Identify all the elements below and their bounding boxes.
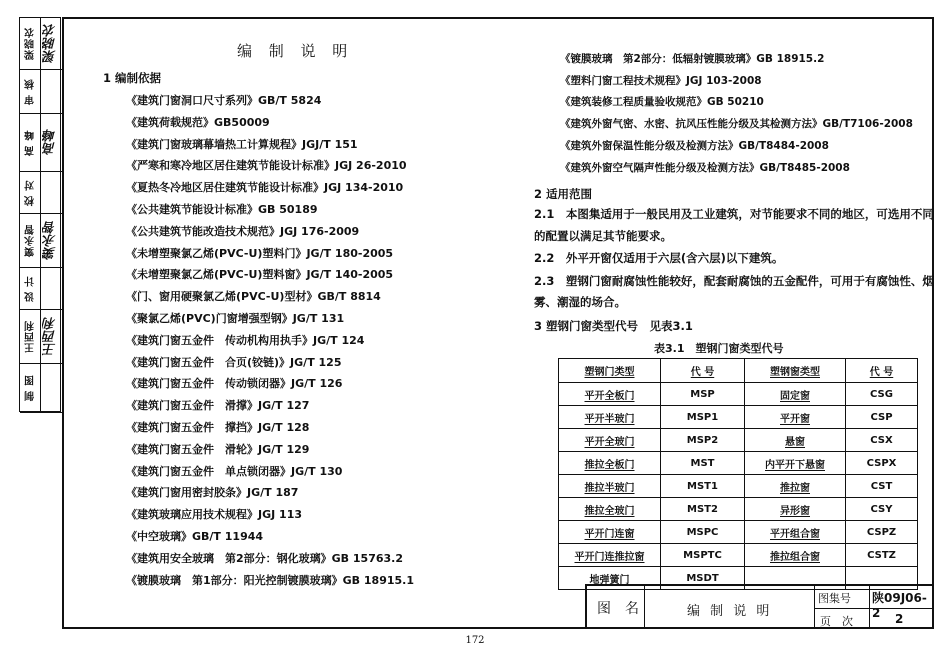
window-code-cell: CSX bbox=[846, 429, 918, 452]
door-type-cell: 地弹簧门 bbox=[559, 567, 661, 590]
signature-role-label: 审 核 bbox=[25, 78, 37, 105]
table-row bbox=[559, 521, 918, 544]
standard-item: 《建筑外窗空气隔声性能分级及检测方法》GB/T8485-2008 bbox=[560, 161, 850, 174]
signature-handwriting: 梁晓农 bbox=[43, 24, 59, 63]
door-code-cell: MSPTC bbox=[661, 544, 745, 567]
standard-item: 《建筑装修工程质量验收规范》GB 50210 bbox=[560, 96, 764, 109]
standard-item: 《建筑门窗五金件 撑挡》JG/T 128 bbox=[126, 421, 310, 434]
standard-item: 《塑料门窗工程技术规程》JGJ 103-2008 bbox=[560, 74, 762, 87]
section2-p3a: 2.3 塑钢门窗耐腐蚀性能较好，配套耐腐蚀的五金配件，可用于有腐蚀性、烟 bbox=[534, 274, 934, 288]
door-type-cell: 推拉全板门 bbox=[559, 452, 661, 475]
door-type-cell: 推拉半玻门 bbox=[559, 475, 661, 498]
section1-heading: 1 编制依据 bbox=[103, 71, 162, 85]
signature-cell bbox=[20, 18, 62, 70]
title-block bbox=[585, 584, 934, 629]
table-row bbox=[559, 475, 918, 498]
signature-cell bbox=[20, 70, 62, 114]
title-block-atlas-label: 图集号 bbox=[818, 592, 851, 605]
window-code-cell: CSPX bbox=[846, 452, 918, 475]
header-door-code: 代 号 bbox=[661, 359, 745, 383]
table-row bbox=[559, 383, 918, 406]
standard-item: 《建筑门窗洞口尺寸系列》GB/T 5824 bbox=[126, 94, 322, 107]
standard-item: 《夏热冬冷地区居住建筑节能设计标准》JGJ 134-2010 bbox=[126, 181, 404, 195]
standard-item: 《公共建筑节能改造技术规范》JGJ 176-2009 bbox=[126, 224, 360, 238]
signature-handwriting: 王西利 bbox=[43, 317, 59, 356]
signature-handwriting bbox=[41, 364, 61, 412]
signature-role-label: 高 峰 bbox=[25, 129, 37, 156]
standard-item: 《建筑门窗五金件 合页(铰链)》JG/T 125 bbox=[126, 355, 342, 369]
window-type-cell: 推拉组合窗 bbox=[745, 544, 846, 567]
standard-item: 《严寒和寒冷地区居住建筑节能设计标准》JGJ 26-2010 bbox=[126, 159, 407, 173]
section2-p2: 2.2 外平开窗仅适用于六层(含六层)以下建筑。 bbox=[534, 251, 784, 265]
standard-item: 《建筑门窗五金件 滑撑》JG/T 127 bbox=[126, 399, 310, 413]
standard-item: 《建筑玻璃应用技术规程》JGJ 113 bbox=[126, 508, 303, 522]
window-code-cell: CSP bbox=[846, 406, 918, 429]
standard-item: 《公共建筑节能设计标准》GB 50189 bbox=[126, 203, 318, 216]
door-code-cell: MST bbox=[661, 452, 745, 475]
section2-heading: 2 适用范围 bbox=[534, 187, 593, 201]
title-block-page-value: 2 bbox=[895, 612, 904, 626]
title-block-name-label: 图 名 bbox=[597, 601, 639, 617]
section2-p1b: 的配置以满足其节能要求。 bbox=[534, 229, 672, 243]
standard-item: 《聚氯乙烯(PVC)门窗增强型钢》JG/T 131 bbox=[126, 312, 345, 325]
standard-item: 《门、窗用硬聚氯乙烯(PVC-U)型材》GB/T 8814 bbox=[126, 290, 381, 304]
door-type-cell: 推拉全玻门 bbox=[559, 498, 661, 521]
standard-item: 《镀膜玻璃 第2部分：低辐射镀膜玻璃》GB 18915.2 bbox=[560, 53, 825, 65]
standard-item: 《建筑外窗保温性能分级及检测方法》GB/T8484-2008 bbox=[560, 139, 829, 152]
table-row bbox=[559, 429, 918, 452]
title-block-name-value: 编 制 说 明 bbox=[687, 604, 773, 619]
window-code-cell: CSG bbox=[846, 383, 918, 406]
standard-item: 《建筑外窗气密、水密、抗风压性能分级及其检测方法》GB/T7106-2008 bbox=[560, 118, 913, 131]
signature-handwriting: 窦永智 bbox=[43, 221, 59, 260]
title-block-atlas-value: 陕09J06-2 bbox=[872, 591, 927, 620]
window-type-cell: 内平开下悬窗 bbox=[745, 452, 846, 475]
standard-item: 《建筑门窗五金件 单点锁闭器》JG/T 130 bbox=[126, 464, 343, 478]
standard-item: 《建筑门窗五金件 传动机构用执手》JG/T 124 bbox=[126, 333, 365, 347]
window-code-cell: CST bbox=[846, 475, 918, 498]
signature-handwriting bbox=[41, 268, 61, 309]
signature-strip bbox=[19, 17, 61, 412]
signature-handwriting: 高峰 bbox=[43, 129, 59, 156]
signature-cell bbox=[20, 214, 62, 268]
door-code-cell: MST1 bbox=[661, 475, 745, 498]
signature-role-label: 校 对 bbox=[25, 179, 37, 206]
door-code-cell: MSP2 bbox=[661, 429, 745, 452]
signature-role-label: 梁晓农 bbox=[25, 27, 37, 60]
section2-p3b: 雾、潮湿的场合。 bbox=[534, 295, 626, 309]
signature-cell bbox=[20, 114, 62, 172]
header-door-type: 塑钢门类型 bbox=[559, 359, 661, 383]
door-code-cell: MSP bbox=[661, 383, 745, 406]
window-type-cell: 悬窗 bbox=[745, 429, 846, 452]
door-code-cell: MST2 bbox=[661, 498, 745, 521]
window-type-cell: 固定窗 bbox=[745, 383, 846, 406]
door-type-cell: 平开门连窗 bbox=[559, 521, 661, 544]
standard-item: 《镀膜玻璃 第1部分：阳光控制镀膜玻璃》GB 18915.1 bbox=[126, 573, 414, 587]
signature-handwriting bbox=[41, 172, 61, 213]
standard-item: 《中空玻璃》GB/T 11944 bbox=[126, 530, 264, 543]
door-code-cell: MSP1 bbox=[661, 406, 745, 429]
table-header-row bbox=[559, 359, 918, 383]
header-window-type: 塑钢窗类型 bbox=[745, 359, 846, 383]
section3-heading: 3 塑钢门窗类型代号 见表3.1 bbox=[534, 319, 693, 333]
standard-item: 《建筑门窗玻璃幕墙热工计算规程》JGJ/T 151 bbox=[126, 137, 358, 151]
table-row bbox=[559, 406, 918, 429]
door-code-cell: MSDT bbox=[661, 567, 745, 590]
window-code-cell: CSTZ bbox=[846, 544, 918, 567]
table-caption: 表3.1 塑钢门窗类型代号 bbox=[654, 342, 784, 355]
standard-item: 《未增塑聚氯乙烯(PVC-U)塑料门》JG/T 180-2005 bbox=[126, 246, 394, 260]
window-type-cell: 平开组合窗 bbox=[745, 521, 846, 544]
page-title: 编 制 说 明 bbox=[237, 42, 354, 60]
door-type-cell: 平开门连推拉窗 bbox=[559, 544, 661, 567]
signature-cell bbox=[20, 310, 62, 364]
door-type-cell: 平开半玻门 bbox=[559, 406, 661, 429]
window-type-cell: 平开窗 bbox=[745, 406, 846, 429]
standard-item: 《未增塑聚氯乙烯(PVC-U)塑料窗》JG/T 140-2005 bbox=[126, 268, 394, 282]
window-code-cell: CSY bbox=[846, 498, 918, 521]
signature-role-label: 设 计 bbox=[25, 275, 37, 302]
standard-item: 《建筑用安全玻璃 第2部分：钢化玻璃》GB 15763.2 bbox=[126, 551, 403, 565]
window-type-cell: 异形窗 bbox=[745, 498, 846, 521]
door-type-cell: 平开全板门 bbox=[559, 383, 661, 406]
table-row bbox=[559, 452, 918, 475]
door-type-cell: 平开全玻门 bbox=[559, 429, 661, 452]
signature-handwriting bbox=[41, 70, 61, 113]
signature-cell bbox=[20, 268, 62, 310]
signature-role-label: 窦永智 bbox=[25, 224, 37, 257]
door-code-cell: MSPC bbox=[661, 521, 745, 544]
signature-cell bbox=[20, 172, 62, 214]
standard-item: 《建筑荷载规范》GB50009 bbox=[126, 115, 270, 129]
signature-role-label: 制 图 bbox=[25, 374, 37, 402]
section2-p1a: 2.1 本图集适用于一般民用及工业建筑，对节能要求不同的地区，可选用不同 bbox=[534, 207, 934, 221]
standard-item: 《建筑门窗五金件 传动锁闭器》JG/T 126 bbox=[126, 377, 343, 391]
door-window-type-table bbox=[558, 358, 918, 590]
standard-item: 《建筑门窗用密封胶条》JG/T 187 bbox=[126, 486, 299, 500]
page-number: 172 bbox=[465, 635, 485, 646]
window-type-cell: 推拉窗 bbox=[745, 475, 846, 498]
title-block-page-label: 页 次 bbox=[820, 615, 853, 628]
signature-cell bbox=[20, 364, 62, 413]
table-row bbox=[559, 544, 918, 567]
table-row bbox=[559, 498, 918, 521]
window-code-cell: CSPZ bbox=[846, 521, 918, 544]
standard-item: 《建筑门窗五金件 滑轮》JG/T 129 bbox=[126, 442, 310, 456]
header-window-code: 代 号 bbox=[846, 359, 918, 383]
signature-role-label: 王西利 bbox=[25, 320, 37, 353]
